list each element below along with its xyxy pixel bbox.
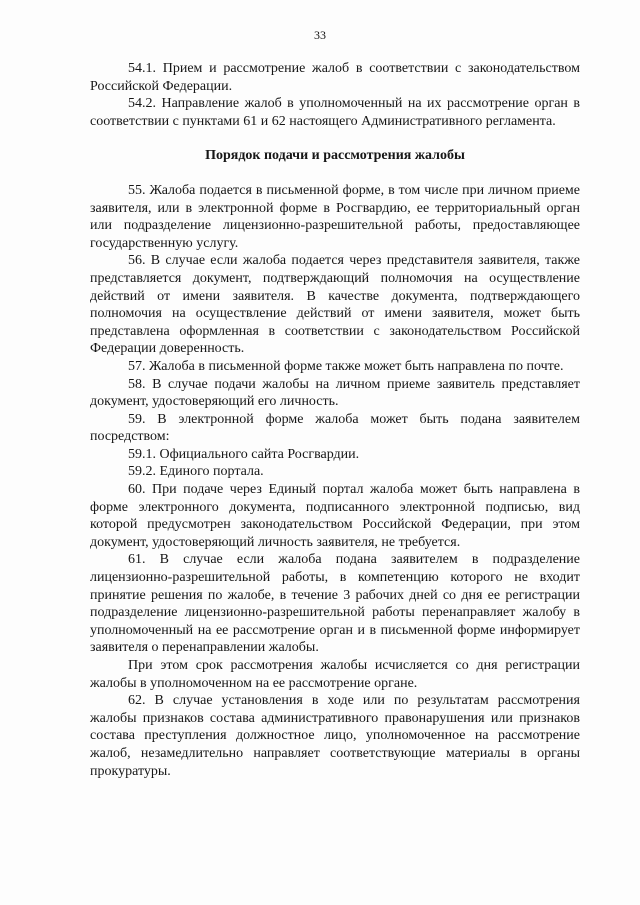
page-number: 33 <box>314 28 326 42</box>
paragraph-55: 55. Жалоба подается в письменной форме, в том числе при личном приеме заявителя, или в электронной форме в Росгвардию, ее территориальный орган или подразделение лицензионно-разрешительной работы, предоставляющее государственную услугу. <box>90 182 580 251</box>
paragraph-62: 62. В случае установления в ходе или по результатам рассмотрения жалобы признаков состава административного правонарушения или признаков состава преступления должностное лицо, уполномоченное на рассмотрение жалоб, незамедлительно направляет соответствующие материалы в органы прокуратуры. <box>90 693 580 779</box>
paragraph-61: 61. В случае если жалоба подана заявителем в подразделение лицензионно-разрешительной работы, в компетенцию которого не входит принятие решения по жалобе, в течение 3 рабочих дней со дня ее регистрации подразделение лицензионно-разрешительной работы перенаправляет жалобу в уполномоченный на ее рассмотрение орган и в письменной форме информирует заявителя о перенаправлении жалобы. <box>90 552 580 656</box>
paragraph-59-1: 59.1. Официального сайта Росгвардии. <box>128 446 360 462</box>
section-heading: Порядок подачи и рассмотрения жалобы <box>205 148 465 164</box>
paragraph-54-1: 54.1. Прием и рассмотрение жалоб в соответствии с законодательством Российской Федерации. <box>90 61 580 94</box>
paragraph-56: 56. В случае если жалоба подается через представителя заявителя, также представляется документ, подтверждающий полномочия на осуществление действий от имени заявителя. В качестве документа, подтверждающего полномочия на осуществление действий от имени заявителя, может быть представлена оформленная в соответствии с законодательством Российской Федерации доверенность. <box>90 253 580 357</box>
paragraph-57: 57. Жалоба в письменной форме также может быть направлена по почте. <box>128 358 564 374</box>
paragraph-59-2: 59.2. Единого портала. <box>128 464 264 480</box>
paragraph-61-note: При этом срок рассмотрения жалобы исчисляется со дня регистрации жалобы в уполномоченном на ее рассмотрение органе. <box>90 658 580 691</box>
paragraph-58: 58. В случае подачи жалобы на личном приеме заявитель представляет документ, удостоверяющий его личность. <box>90 376 580 410</box>
paragraph-60: 60. При подаче через Единый портал жалоба может быть направлена в форме электронного документа, подписанного электронной подписью, вид которой предусмотрен законодательством Российской Федерации, при этом документ, удостоверяющий личность заявителя, не требуется. <box>90 482 580 550</box>
document-body <box>90 60 580 780</box>
paragraph-59: 59. В электронной форме жалоба может быть подана заявителем посредством: <box>90 411 580 445</box>
paragraph-54-2: 54.2. Направление жалоб в уполномоченный на их рассмотрение орган в соответствии с пунктами 61 и 62 настоящего Административного регламента. <box>90 96 580 129</box>
